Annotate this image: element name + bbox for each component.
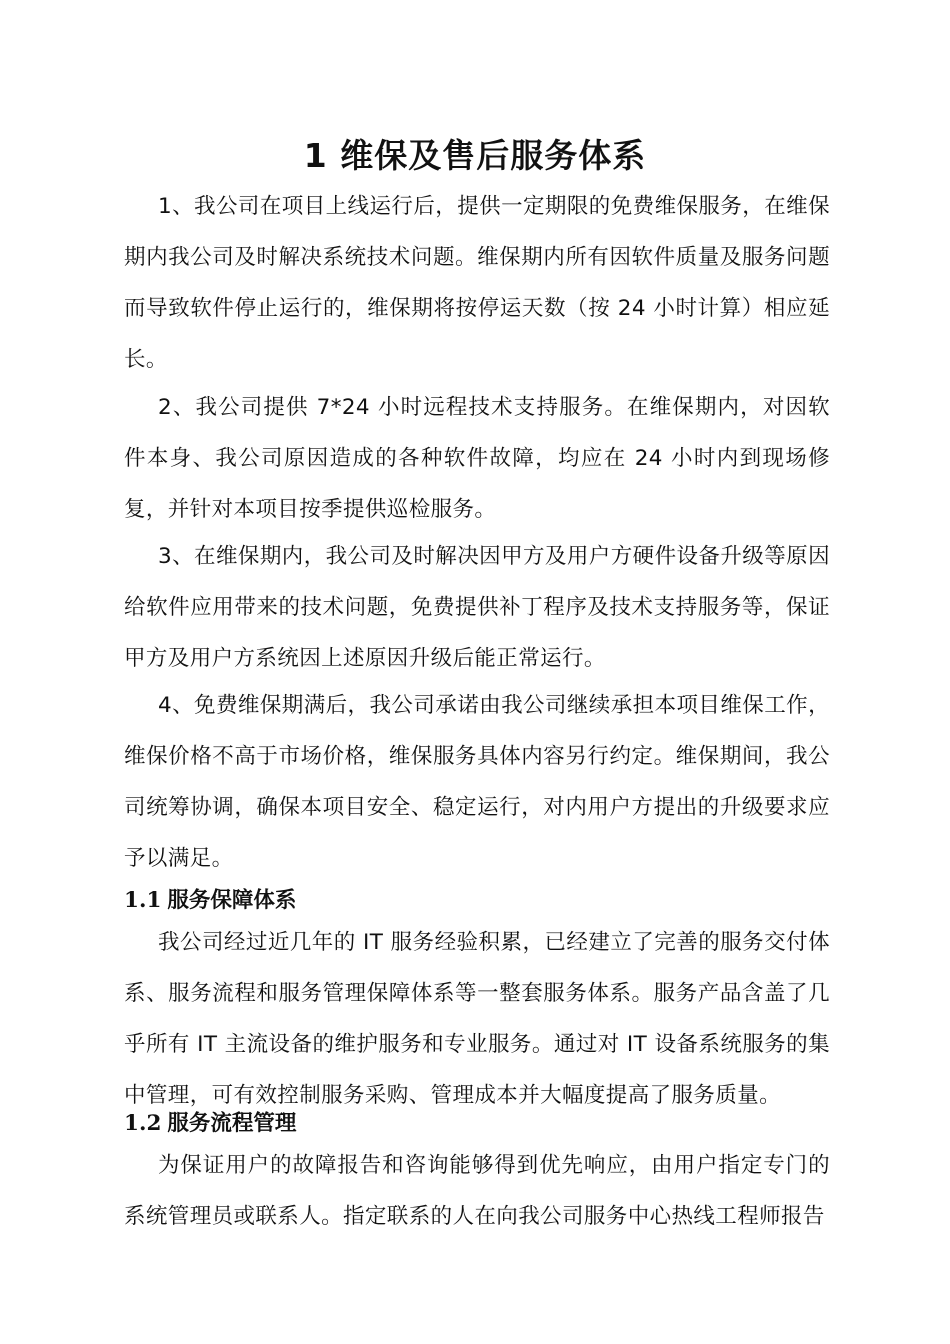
- section-heading-1-2: [124, 1107, 830, 1141]
- section-heading-1-1: [124, 884, 830, 918]
- section-number: 1.2: [124, 1111, 162, 1136]
- section-heading-text: 服务保障体系: [167, 888, 297, 913]
- section-1-2-body: 为保证用户的故障报告和咨询能够得到优先响应，由用户指定专门的系统管理员或联系人。指定联系的人在向我公司服务中心热线工程师报告: [124, 1153, 830, 1229]
- section-number: 1.1: [124, 888, 162, 913]
- paragraph-3: 3、在维保期内，我公司及时解决因甲方及用户方硬件设备升级等原因给软件应用带来的技术问题，免费提供补丁程序及技术支持服务等，保证甲方及用户方系统因上述原因升级后能正常运行。: [124, 544, 830, 671]
- section-1-1-body: 我公司经过近几年的 IT 服务经验积累，已经建立了完善的服务交付体系、服务流程和服务管理保障体系等一整套服务体系。服务产品含盖了几乎所有 IT 主流设备的维护服务和专业服务。通过对 IT 设备系统服务的集中管理，可有效控制服务采购、管理成本并大幅度提高了服务质量。: [124, 930, 830, 1108]
- paragraph-2: 2、我公司提供 7*24 小时远程技术支持服务。在维保期内，对因软件本身、我公司原因造成的各种软件故障，均应在 24 小时内到现场修复，并针对本项目按季提供巡检服务。: [124, 395, 830, 522]
- paragraph-1: 1、我公司在项目上线运行后，提供一定期限的免费维保服务，在维保期内我公司及时解决系统技术问题。维保期内所有因软件质量及服务问题而导致软件停止运行的，维保期将按停运天数（按 24 小时计算）相应延长。: [124, 194, 830, 372]
- section-heading-text: 服务流程管理: [167, 1111, 297, 1136]
- paragraph-4: 4、免费维保期满后，我公司承诺由我公司继续承担本项目维保工作，维保价格不高于市场价格，维保服务具体内容另行约定。维保期间，我公司统筹协调，确保本项目安全、稳定运行，对内用户方提出的升级要求应予以满足。: [124, 693, 830, 871]
- document-title: 1 维保及售后服务体系: [303, 136, 647, 176]
